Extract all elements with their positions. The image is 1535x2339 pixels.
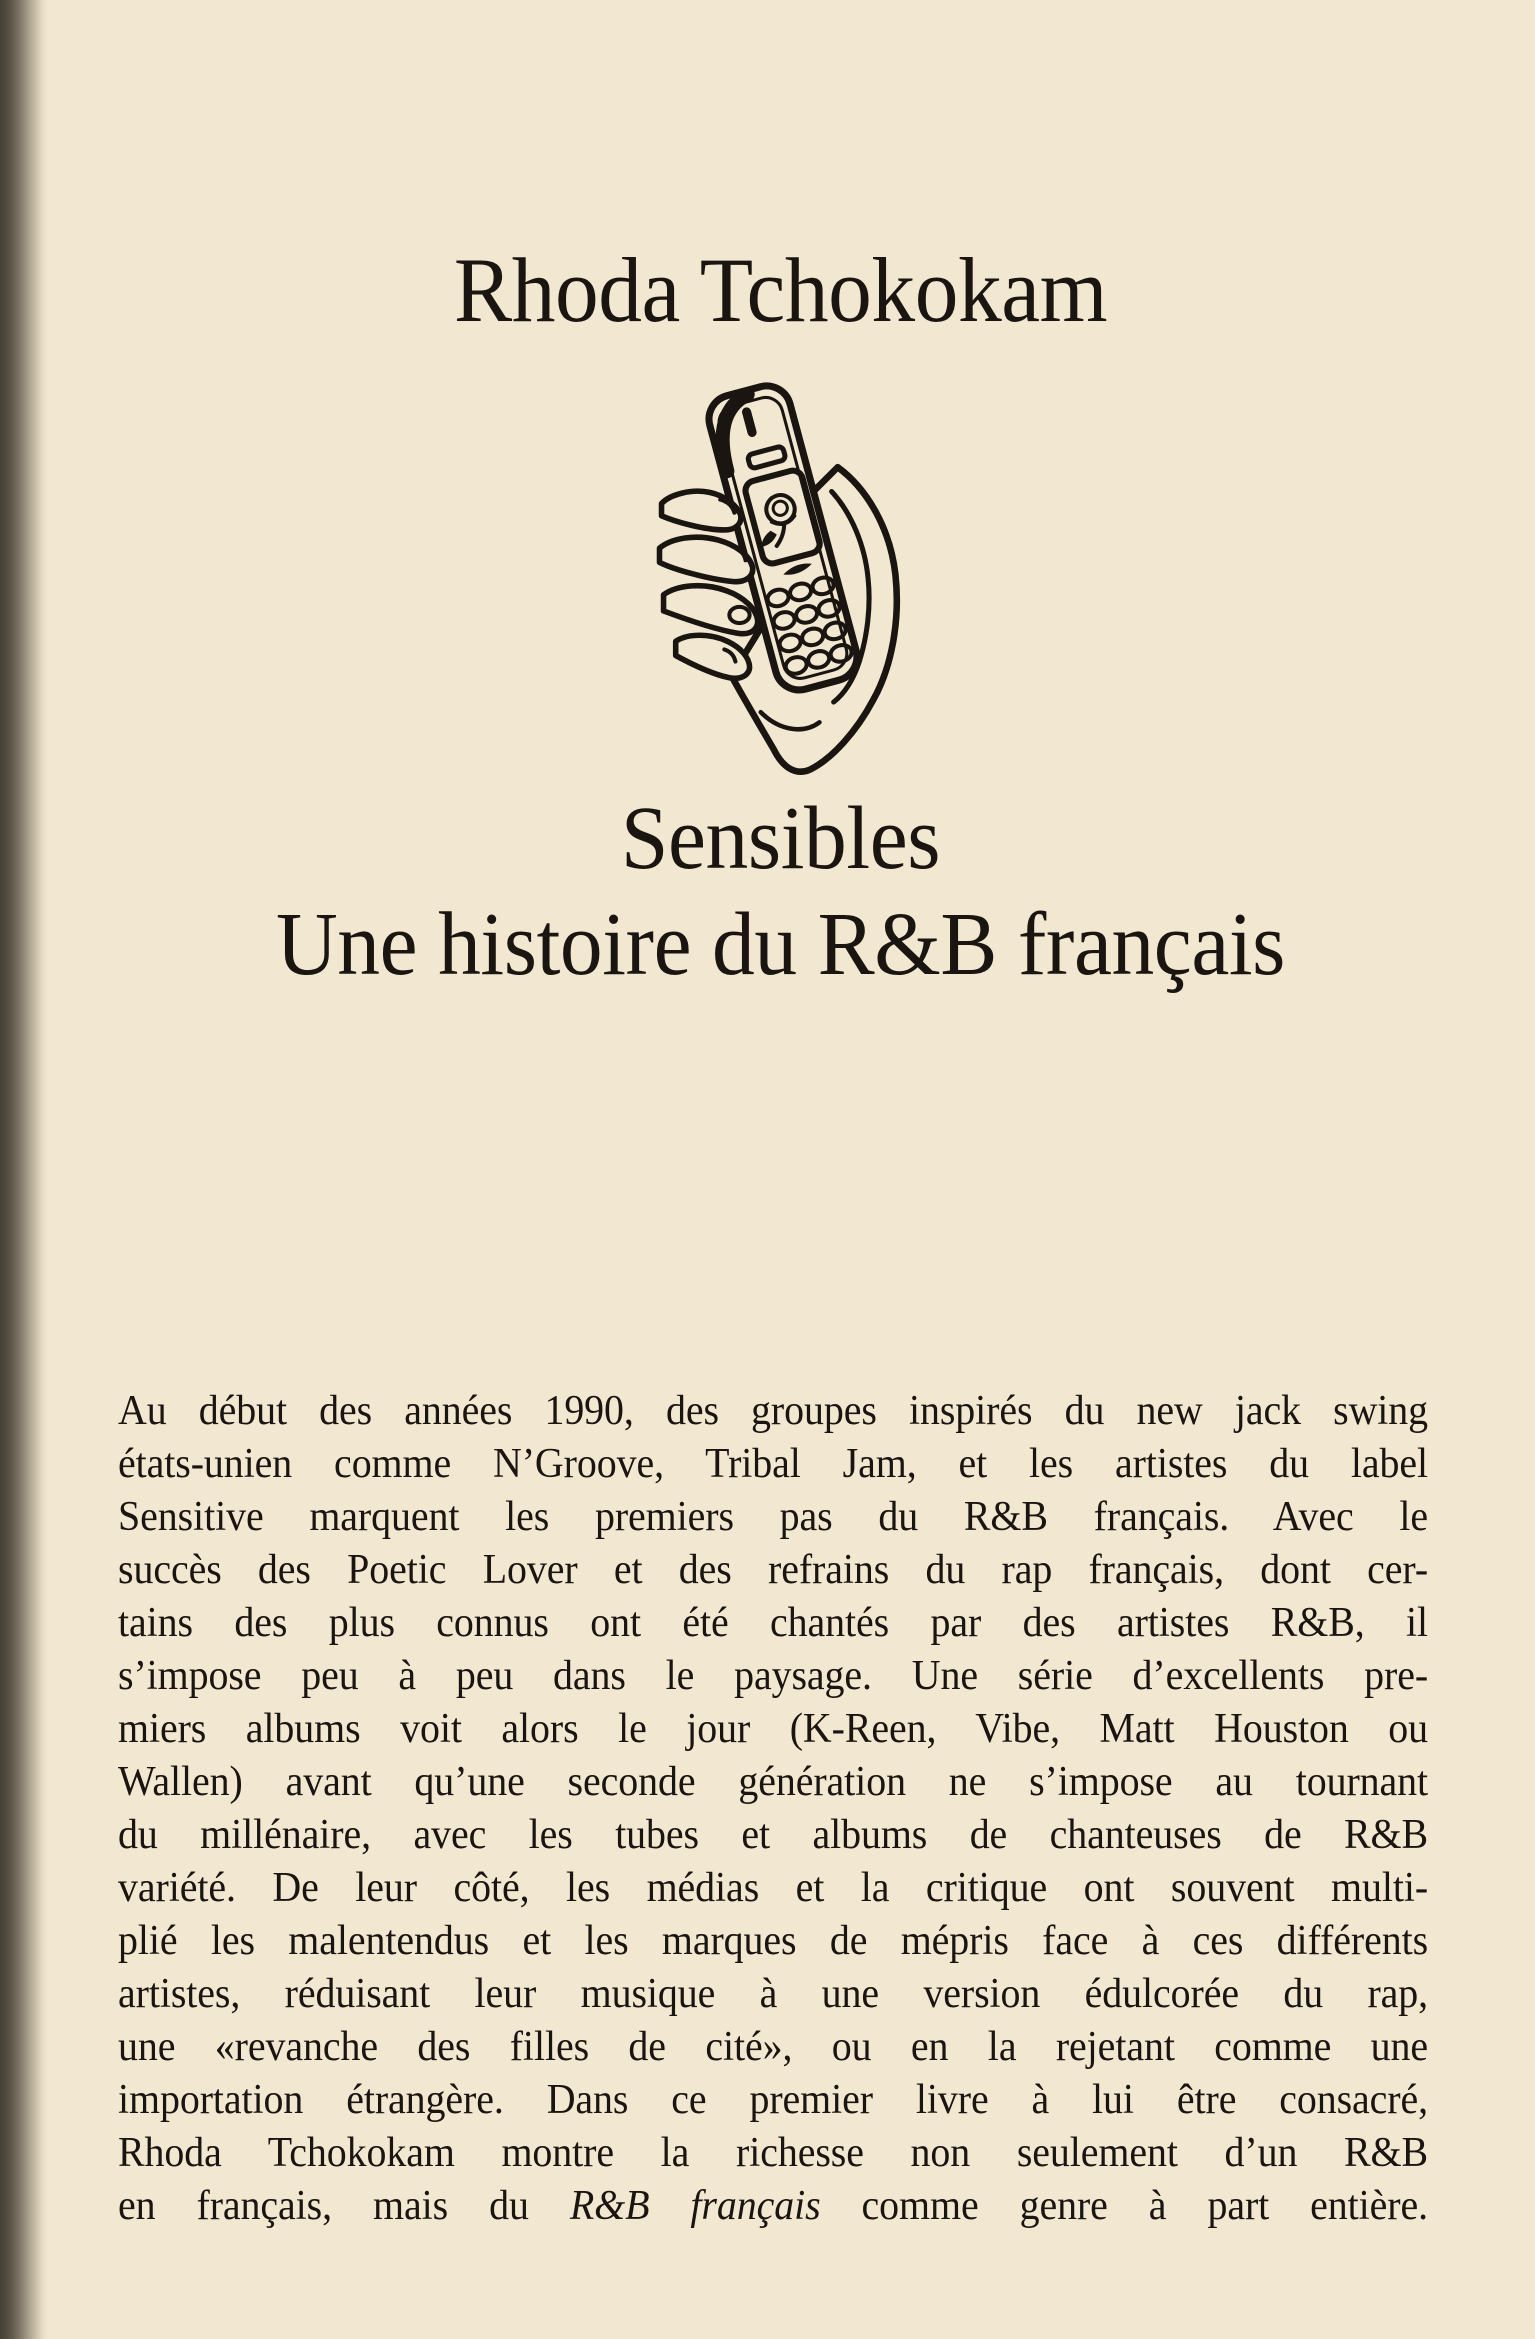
body-line: du millénaire, avec les tubes et albums de chanteuses de R&B xyxy=(118,1812,1429,1858)
last-line-pre: en français, mais du xyxy=(118,2183,570,2229)
body-line-last xyxy=(118,2180,1428,2233)
body-line: Rhoda Tchokokam montre la richesse non seulement d’un R&B xyxy=(118,2130,1429,2176)
body-line: une «revanche des filles de cité», ou en la rejetant comme une xyxy=(118,2024,1429,2070)
last-line-italic: R&B français xyxy=(569,2183,821,2229)
body-line: artistes, réduisant leur musique à une version édulcorée du rap, xyxy=(118,1971,1429,2017)
body-line: Au début des années 1990, des groupes inspirés du new jack swing xyxy=(118,1388,1429,1434)
body-line: états-unien comme N’Groove, Tribal Jam, et les artistes du label xyxy=(118,1441,1429,1487)
book-title: Sensibles xyxy=(620,789,941,888)
body-line: s’impose peu à peu dans le paysage. Une série d’excellents pre- xyxy=(118,1653,1429,1699)
back-cover-paragraph xyxy=(118,1385,1428,2233)
author-name: Rhoda Tchokokam xyxy=(453,239,1108,341)
body-line: miers albums voit alors le jour (K-Reen, Vibe, Matt Houston ou xyxy=(118,1706,1429,1752)
body-line: importation étrangère. Dans ce premier livre à lui être consacré, xyxy=(118,2077,1429,2123)
title-block xyxy=(85,786,1477,998)
illustration-wrap xyxy=(48,372,1513,777)
hand-fingers xyxy=(659,491,757,678)
body-line: plié les malentendus et les marques de mépris face à ces différents xyxy=(118,1918,1429,1964)
last-line-post: comme genre à part entière. xyxy=(820,2183,1429,2229)
body-line: succès des Poetic Lover et des refrains du rap français, dont cer- xyxy=(118,1547,1429,1593)
body-line: variété. De leur côté, les médias et la critique ont souvent multi- xyxy=(118,1865,1429,1911)
body-line: Wallen) avant qu’une seconde génération ne s’impose au tournant xyxy=(118,1759,1429,1805)
spine-shadow xyxy=(0,0,48,2339)
phone-in-hand-illustration xyxy=(656,372,906,777)
book-subtitle: Une histoire du R&B français xyxy=(275,895,1286,994)
cover-content xyxy=(48,0,1513,2339)
body-line: Sensitive marquent les premiers pas du R&B français. Avec le xyxy=(118,1494,1429,1540)
body-line: tains des plus connus ont été chantés par des artistes R&B, il xyxy=(118,1600,1429,1646)
